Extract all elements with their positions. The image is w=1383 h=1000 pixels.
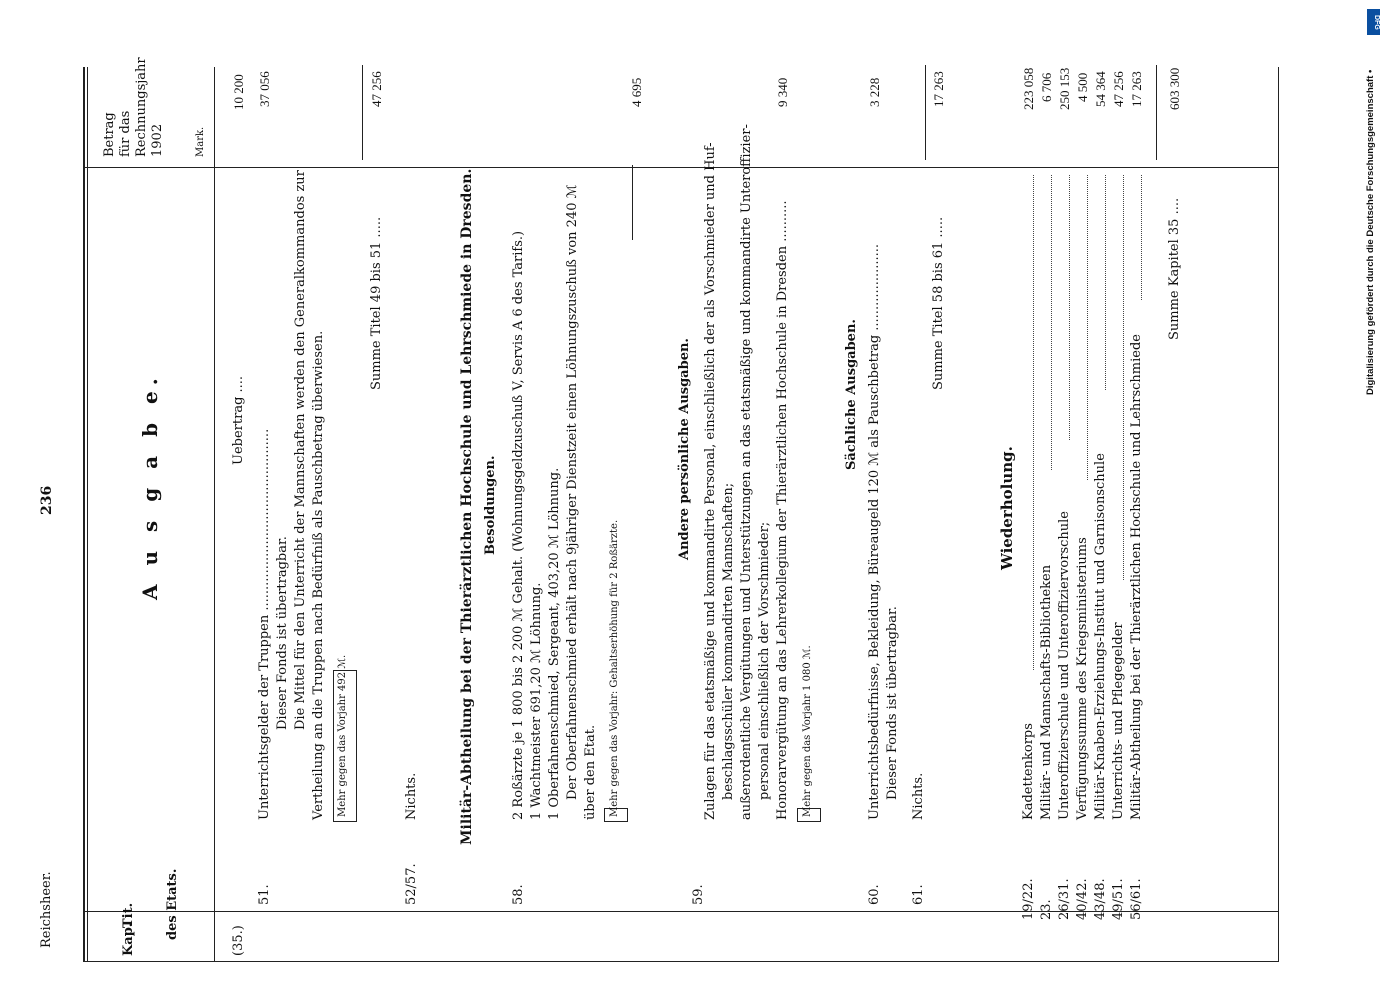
amount-summe-kapitel: 603 300 <box>1167 67 1182 110</box>
leader-dots <box>1141 175 1142 300</box>
amount-header-3: Rechnungsjahr <box>134 57 149 157</box>
table-bottom-rule <box>1278 67 1279 962</box>
t58-line-5: über den Etat. <box>583 724 598 820</box>
andere-heading: Andere persönliche Ausgaben. <box>677 338 692 560</box>
amount-header-4: 1902 <box>150 123 165 157</box>
kap-column-divider <box>83 961 1278 962</box>
recap-tit-3: 26/31. <box>1057 878 1072 920</box>
dfg-logo: DFG <box>1367 9 1380 35</box>
t59-line-3: außerordentliche Vergütungen und Unterstützungen an das etatsmäßige und kommandirte Unteroffizier- <box>739 124 754 820</box>
amount-unit: Mark. <box>195 126 206 157</box>
sum-rule-58-61 <box>925 65 926 160</box>
t51-line-4: Vertheilung an die Truppen nach Bedürfniß als Pauschbetrag überwiesen. <box>311 330 326 820</box>
t51-note: Mehr gegen das Vorjahr 492 ℳ. <box>337 654 348 817</box>
running-title: Reichsheer. <box>39 871 54 948</box>
tit-59: 59. <box>691 884 706 905</box>
t51-line-3: Die Mittel für den Unterricht der Mannschaften werden den Generalkommandos zur <box>293 170 308 730</box>
recap-label-6: Unterrichts- und Pflegegelder <box>1111 622 1126 820</box>
leader-dots <box>1033 175 1034 670</box>
tit-52-57: 52/57. <box>404 863 419 905</box>
page-number: 236 <box>39 485 55 515</box>
t58-note: Mehr gegen das Vorjahr: Gehaltserhöhung für 2 Roßärzte. <box>609 519 620 817</box>
recap-amount-1: 223 058 <box>1021 67 1036 110</box>
t58-line-2: 1 Wachtmeister 691,20 ℳ Löhnung. <box>529 582 544 820</box>
amount-uebertrag: 10 200 <box>231 74 246 110</box>
t58-rule <box>632 165 633 240</box>
amount-t59: 9 340 <box>775 77 790 107</box>
t58-line-3: 1 Oberfahnenschmied, Sergeant, 403,20 ℳ Löhnung. <box>547 467 562 820</box>
amount-t60: 3 228 <box>867 77 882 107</box>
recap-amount-5: 54 364 <box>1093 71 1108 107</box>
recap-amount-2: 6 706 <box>1039 72 1054 102</box>
tit-header-etats: des Etats. <box>165 868 180 940</box>
recap-amount-3: 250 153 <box>1057 67 1072 110</box>
section-title: A u s g a b e. <box>138 372 162 600</box>
leader-dots <box>1105 175 1106 390</box>
t58-line-4: Der Oberfahnenschmied erhält nach 9jähriger Dienstzeit einen Löhnungszuschuß von 240 ℳ <box>565 184 580 800</box>
wiederholung-heading: Wiederholung. <box>998 446 1016 570</box>
amount-header-1: Betrag <box>102 112 117 157</box>
besoldungen-heading: Besoldungen. <box>483 455 498 555</box>
leader-dots <box>1087 175 1088 480</box>
summe-49-51-label: Summe Titel 49 bis 51 ..... <box>369 216 384 390</box>
header-bottom-rule <box>214 67 215 962</box>
table-top-rule-thin <box>87 67 88 962</box>
recap-label-3: Unteroffizierschule und Unteroffiziervorschule <box>1057 510 1072 820</box>
digitization-margin-note <box>1365 10 1379 395</box>
recap-amount-4: 4 500 <box>1075 72 1090 102</box>
uebertrag-label: Uebertrag .... <box>231 375 246 465</box>
summe-58-61-label: Summe Titel 58 bis 61 ..... <box>931 216 946 390</box>
recap-label-4: Verfügungssumme des Kriegsministeriums <box>1075 537 1090 820</box>
table-top-rule <box>83 67 85 962</box>
recap-amount-7: 17 263 <box>1129 71 1144 107</box>
amount-t51: 37 056 <box>257 71 272 107</box>
t59-line-5: Honorarvergütung an das Lehrerkollegium der Thierärztlichen Hochschule in Dresden .......... <box>775 200 790 820</box>
tit-header: Tit. <box>121 902 136 928</box>
leader-dots <box>1051 175 1052 470</box>
amount-header-2: für das <box>118 110 133 157</box>
recap-tit-1: 19/22. <box>1021 878 1036 920</box>
amount-t58: 4 695 <box>629 77 644 107</box>
t60-line-1: Unterrichtsbedürfnisse, Bekleidung, Büreaugeld 120 ℳ als Pauschbetrag ..................... <box>867 243 882 820</box>
militaer-heading: Militär-Abtheilung bei der Thierärztlichen Hochschule und Lehrschmiede in Dresden. <box>459 168 475 845</box>
recap-tit-7: 56/61. <box>1129 878 1144 920</box>
digitization-note-text: Digitalisierung gefördert durch die Deutsche Forschungsgemeinschaft • <box>1365 69 1376 395</box>
sum-rule-49-51 <box>362 65 363 160</box>
tit-61: 61. <box>911 884 926 905</box>
t59-line-2: beschlagsschüler kommandirten Mannschaften; <box>721 482 736 800</box>
recap-tit-6: 49/51. <box>1111 878 1126 920</box>
amount-summe-58-61: 17 263 <box>931 71 946 107</box>
tit-51: 51. <box>257 884 272 905</box>
summe-kapitel-label: Summe Kapitel 35 .... <box>1167 197 1182 340</box>
t59-line-4: personal einschließlich der Vorschmieder; <box>757 521 772 800</box>
recap-label-1: Kadettenkorps <box>1021 723 1036 820</box>
saechliche-heading: Sächliche Ausgaben. <box>844 319 859 470</box>
t61-text: Nichts. <box>911 772 926 820</box>
sum-rule-kapitel <box>1156 65 1157 160</box>
t60-line-2: Dieser Fonds ist übertragbar. <box>885 606 900 800</box>
tit-60: 60. <box>867 884 882 905</box>
chapter-number: (35.) <box>231 925 246 956</box>
recap-amount-6: 47 256 <box>1111 71 1126 107</box>
recap-label-2: Militär- und Mannschafts-Bibliotheken <box>1039 564 1054 820</box>
recap-tit-4: 40/42. <box>1075 878 1090 920</box>
t51-line-1: Unterrichtsgelder der Truppen ............................................ <box>257 428 272 820</box>
recap-label-5: Militär-Knaben-Erziehungs-Institut und Garnisonschule <box>1093 453 1108 820</box>
t52-text: Nichts. <box>404 772 419 820</box>
tit-58: 58. <box>511 884 526 905</box>
amount-summe-49-51: 47 256 <box>369 71 384 107</box>
t59-note: Mehr gegen das Vorjahr 1 080 ℳ. <box>802 645 813 817</box>
leader-dots <box>1123 175 1124 580</box>
t58-line-1: 2 Roßärzte je 1 800 bis 2 200 ℳ Gehalt. (Wohnungsgeldzuschuß V, Servis A 6 des Tarifs.) <box>511 230 526 820</box>
recap-tit-2: 23. <box>1039 899 1054 920</box>
t51-line-2: Dieser Fonds ist übertragbar. <box>275 536 290 730</box>
recap-label-7: Militär-Abtheilung bei der Thierärztlichen Hochschule und Lehrschmiede <box>1129 334 1144 820</box>
t59-line-1: Zulagen für das etatsmäßige und kommandirte Personal, einschließlich der als Vorschmieder und Huf- <box>703 142 718 820</box>
recap-tit-5: 43/48. <box>1093 878 1108 920</box>
leader-dots <box>1069 175 1070 440</box>
amount-column-divider <box>83 167 1278 168</box>
kap-header: Kap. <box>121 922 136 956</box>
